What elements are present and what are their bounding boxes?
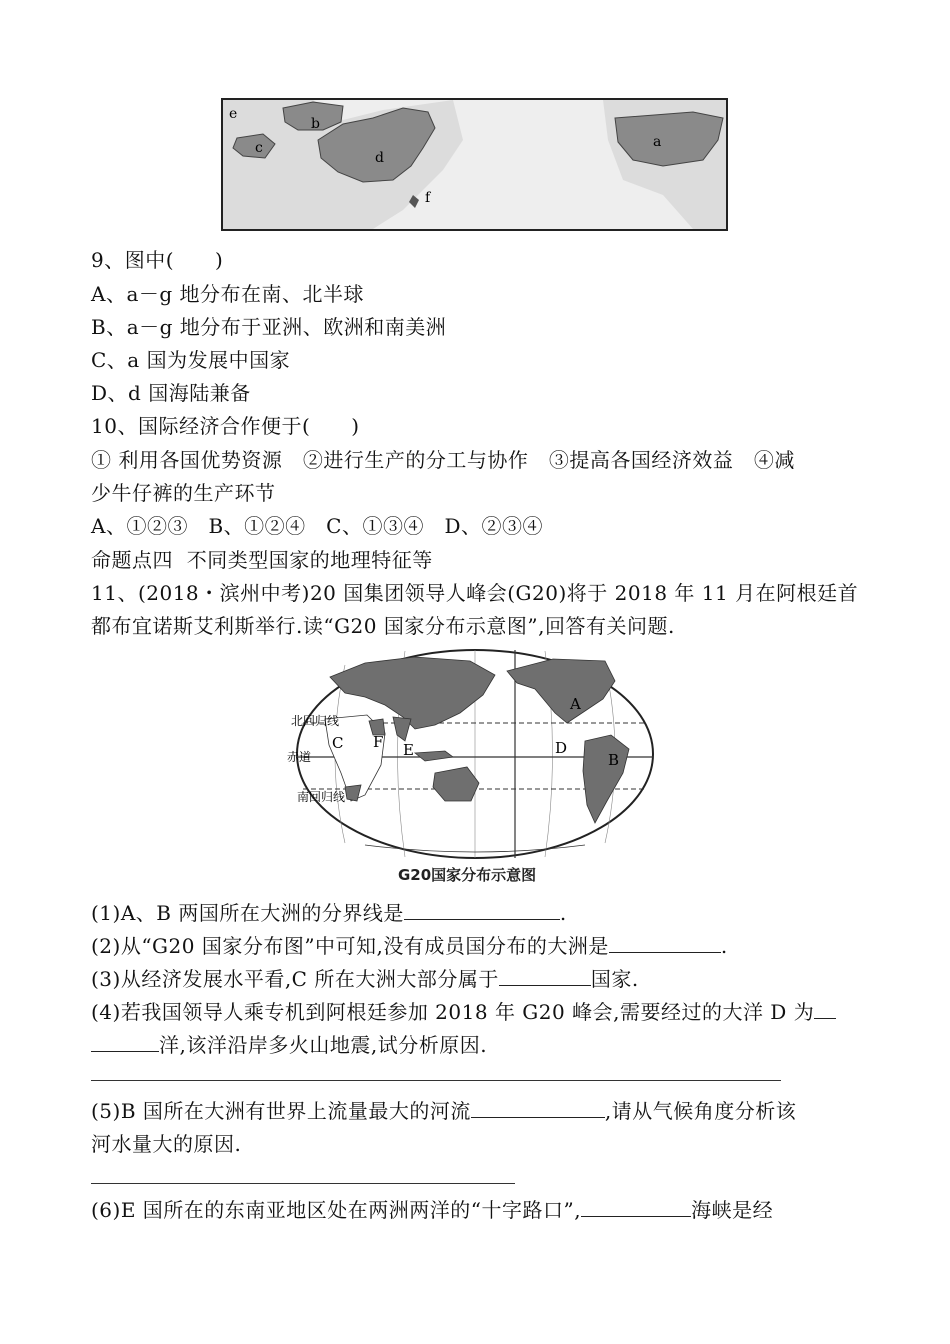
- map-label-f: f: [425, 190, 431, 206]
- q11-sub3-text: (3)从经济发展水平看,C 所在大洲大部分属于: [91, 967, 499, 991]
- q11-sub4-line1: [91, 996, 836, 1025]
- map-label-B: B: [608, 751, 620, 769]
- q11-stem-line1: 11、(2018・滨州中考)20 国集团领导人峰会(G20)将于 2018 年 11 月在阿根廷首: [91, 581, 859, 605]
- map-label-b: b: [311, 116, 320, 132]
- q11-sub4-text: (4)若我国领导人乘专机到阿根廷参加 2018 年 G20 峰会,需要经过的大洋 D 为: [91, 1000, 815, 1024]
- q10-stem: 10、国际经济合作便于( ): [91, 414, 360, 438]
- q11-sub4-line2-text: 洋,该洋沿岸多火山地震,试分析原因.: [159, 1033, 488, 1057]
- q11-sub3-blank[interactable]: [499, 967, 591, 986]
- g20-world-map: [285, 645, 665, 863]
- map-label-equator: 赤道: [287, 750, 312, 764]
- q11-sub1-text: (1)A、B 两国所在大洲的分界线是: [91, 901, 404, 925]
- q9-option-a: A、a－g 地分布在南、北半球: [91, 282, 365, 306]
- q11-sub6-text: (6)E 国所在的东南亚地区处在两洲两洋的“十字路口”,: [91, 1198, 582, 1222]
- q11-sub4-blank-end[interactable]: [91, 1033, 159, 1052]
- q11-sub2: [91, 930, 728, 959]
- map-label-C: C: [332, 734, 344, 752]
- q11-sub6: [91, 1194, 773, 1223]
- g20-map-caption: G20国家分布示意图: [398, 866, 537, 884]
- q11-sub3-end: 国家.: [590, 967, 639, 991]
- map-label-a: a: [653, 134, 662, 150]
- q11-sub5: [91, 1095, 796, 1124]
- asia-pacific-map-svg: [223, 100, 726, 229]
- q11-sub1-blank[interactable]: [404, 901, 560, 920]
- q11-sub5-answer-line[interactable]: [91, 1183, 515, 1184]
- q11-sub2-end: .: [720, 934, 728, 958]
- q11-sub2-blank[interactable]: [609, 934, 721, 953]
- q11-sub5-end: ,请从气候角度分析该: [604, 1099, 797, 1123]
- map-label-tropic-north: 北回归线: [291, 714, 340, 728]
- q11-sub5-line2: 河水量大的原因.: [91, 1132, 242, 1156]
- q9-option-b: B、a－g 地分布于亚洲、欧洲和南美洲: [91, 315, 447, 339]
- q11-sub1: [91, 897, 567, 926]
- q11-stem-line2: 都布宜诺斯艾利斯举行.读“G20 国家分布示意图”,回答有关问题.: [91, 614, 675, 638]
- q9-option-c: C、a 国为发展中国家: [91, 348, 291, 372]
- q11-sub6-blank[interactable]: [581, 1198, 691, 1217]
- g20-world-map-svg: [285, 645, 665, 863]
- map-label-D: D: [555, 739, 568, 757]
- map-label-F: F: [373, 733, 384, 751]
- map-label-e: e: [229, 106, 238, 122]
- q11-sub5-blank[interactable]: [471, 1099, 605, 1118]
- q11-sub4-answer-line[interactable]: [91, 1080, 781, 1081]
- asia-pacific-map: [221, 98, 728, 231]
- q11-sub4-blank-start[interactable]: [814, 1000, 836, 1019]
- map-label-A: A: [570, 695, 581, 713]
- q11-sub1-end: .: [559, 901, 567, 925]
- q9-stem: 9、图中( ): [91, 248, 224, 272]
- map-label-E: E: [403, 741, 414, 759]
- map-label-d: d: [375, 150, 384, 166]
- q10-options: A、①②③ B、①②④ C、①③④ D、②③④: [91, 514, 543, 538]
- q11-sub2-text: (2)从“G20 国家分布图”中可知,没有成员国分布的大洲是: [91, 934, 609, 958]
- map-label-tropic-south: 南回归线: [297, 790, 346, 804]
- q11-sub3: [91, 963, 639, 992]
- map-label-c: c: [255, 140, 263, 156]
- section-title: 命题点四 不同类型国家的地理特征等: [91, 548, 433, 572]
- q10-items-line2: 少牛仔裤的生产环节: [91, 481, 276, 505]
- q11-sub5-text: (5)B 国所在大洲有世界上流量最大的河流: [91, 1099, 471, 1123]
- q9-option-d: D、d 国海陆兼备: [91, 381, 251, 405]
- q11-sub6-end: 海峡是经: [691, 1198, 774, 1222]
- q11-sub4-line2: [91, 1029, 487, 1058]
- q10-items-line1: ① 利用各国优势资源 ②进行生产的分工与协作 ③提高各国经济效益 ④减: [91, 448, 795, 472]
